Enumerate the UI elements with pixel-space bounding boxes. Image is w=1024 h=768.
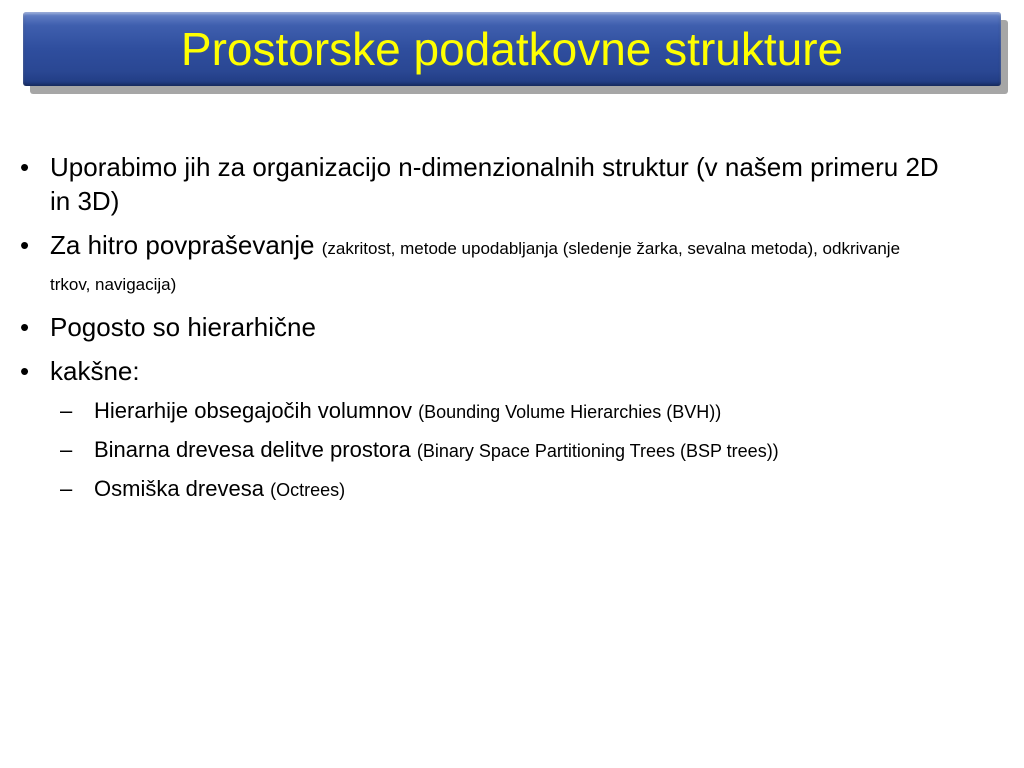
bullet-text: Za hitro povpraševanje	[50, 230, 315, 260]
bullet-marker: •	[20, 152, 30, 182]
title-bar	[23, 12, 1001, 86]
sub-bullet-item	[20, 437, 940, 464]
sub-bullet-note: (Octrees)	[270, 480, 346, 500]
bullet-text: kakšne:	[50, 356, 140, 386]
sub-bullet-item	[20, 476, 940, 503]
sub-bullet-item	[20, 398, 940, 425]
sub-bullet-marker: –	[60, 398, 73, 423]
bullet-item	[20, 228, 940, 300]
bullet-marker: •	[20, 312, 30, 342]
bullet-item	[20, 310, 940, 344]
sub-bullet-marker: –	[60, 437, 73, 462]
sub-bullet-marker: –	[60, 476, 73, 501]
bullet-list	[20, 150, 940, 515]
bullet-item	[20, 354, 940, 388]
bullet-text: Uporabimo jih za organizacijo n-dimenzionalnih struktur (v našem primeru 2D in 3D)	[50, 152, 939, 216]
bullet-marker: •	[20, 230, 30, 260]
sub-bullet-note: (Binary Space Partitioning Trees (BSP trees))	[416, 441, 779, 461]
sub-bullet-text: Hierarhije obsegajočih volumnov	[94, 398, 412, 423]
sub-bullet-text: Binarna drevesa delitve prostora	[94, 437, 411, 462]
slide-title: Prostorske podatkovne strukture	[180, 23, 844, 75]
bullet-text: Pogosto so hierarhične	[50, 312, 316, 342]
bullet-marker: •	[20, 356, 30, 386]
sub-bullet-text: Osmiška drevesa	[94, 476, 264, 501]
sub-bullet-note: (Bounding Volume Hierarchies (BVH))	[418, 402, 722, 422]
bullet-item	[20, 150, 940, 218]
bullet-note: (zakritost, metode upodabljanja (sledenje žarka, sevalna metoda), odkrivanje trkov, navigacija)	[50, 239, 901, 294]
